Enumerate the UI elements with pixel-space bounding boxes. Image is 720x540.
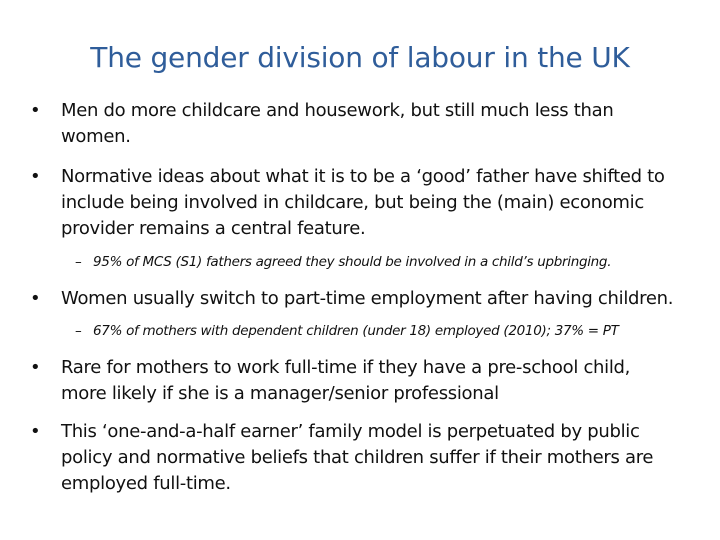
- sub-bullet-marker: –: [75, 323, 82, 339]
- sub-bullet-marker: –: [75, 254, 82, 270]
- bullet-text: Normative ideas about what it is to be a ‘good’ father have shifted to include being involved in childcare, but being the (main) economic provider remains a central feature.: [61, 166, 665, 239]
- sub-bullet-text: 67% of mothers with dependent children (under 18) employed (2010); 37% = PT: [93, 323, 619, 339]
- bullet-marker: •: [30, 100, 41, 121]
- bullet-marker: •: [30, 357, 41, 378]
- bullet-marker: •: [30, 288, 41, 309]
- sub-bullet-item: [75, 252, 705, 272]
- bullet-item: [30, 355, 690, 407]
- bullet-item: [30, 98, 690, 150]
- bullet-item: [30, 419, 690, 497]
- sub-bullet-item: [75, 321, 705, 341]
- bullet-marker: •: [30, 166, 41, 187]
- sub-bullet-text: 95% of MCS (S1) fathers agreed they should be involved in a child’s upbringing.: [93, 254, 612, 270]
- bullet-text: Rare for mothers to work full-time if they have a pre-school child, more likely if she is a manager/senior professional: [61, 357, 631, 404]
- bullet-text: This ‘one-and-a-half earner’ family model is perpetuated by public policy and normative beliefs that children suffer if their mothers are employed full-time.: [61, 421, 654, 494]
- bullet-text: Men do more childcare and housework, but still much less than women.: [61, 100, 614, 147]
- bullet-item: [30, 286, 690, 312]
- slide-title: The gender division of labour in the UK: [90, 41, 630, 74]
- bullet-marker: •: [30, 421, 41, 442]
- bullet-item: [30, 164, 690, 242]
- bullet-text: Women usually switch to part-time employment after having children.: [61, 288, 674, 309]
